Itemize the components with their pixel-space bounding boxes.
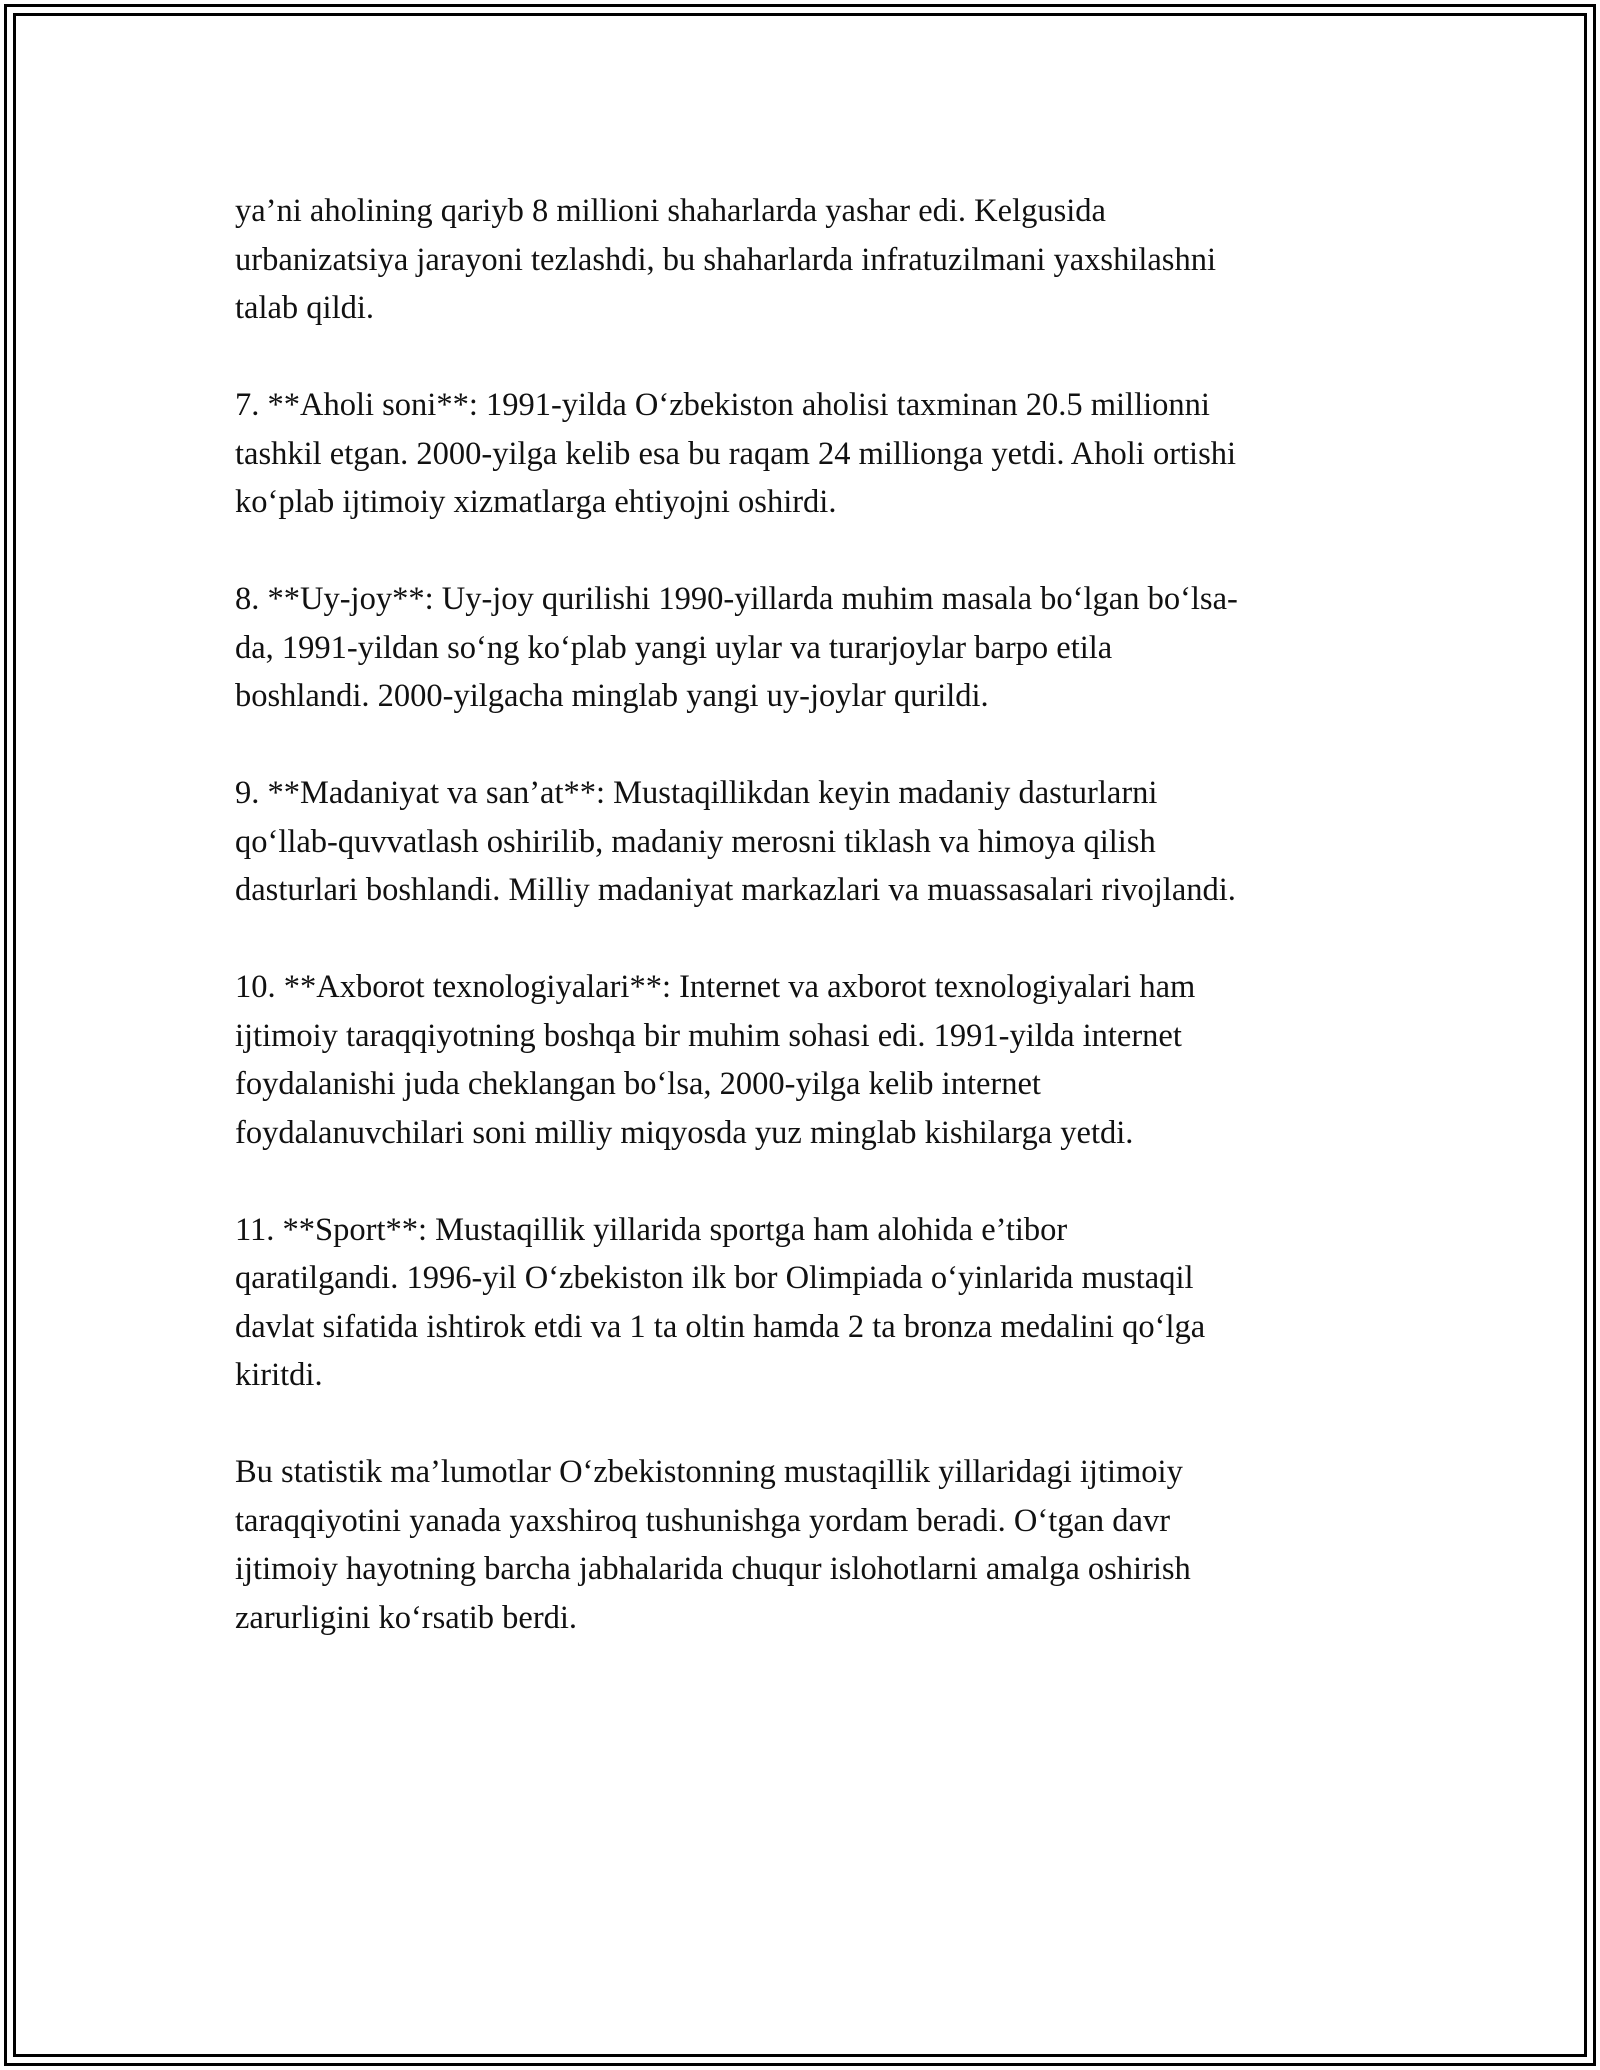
text-line: ko‘plab ijtimoiy xizmatlarga ehtiyojni oshirdi. bbox=[235, 484, 837, 520]
text-line: tashkil etgan. 2000-yilga kelib esa bu raqam 24 millionga yetdi. Aholi ortishi bbox=[235, 435, 1237, 472]
text-line: taraqqiyotini yanada yaxshiroq tushunishga yordam beradi. O‘tgan davr bbox=[235, 1502, 1171, 1539]
text-line: ijtimoiy hayotning barcha jabhalarida chuqur islohotlarni amalga oshirish bbox=[235, 1551, 1191, 1587]
text-line: da, 1991-yildan so‘ng ko‘plab yangi uylar va turarjoylar barpo etila bbox=[235, 629, 1113, 666]
text-line: urbanizatsiya jarayoni tezlashdi, bu shaharlarda infratuzilmani yaxshilashni bbox=[235, 241, 1216, 278]
text-line: 11. **Sport**: Mustaqillik yillarida sportga ham alohida e’tibor bbox=[235, 1211, 1068, 1248]
paragraph-culture bbox=[235, 769, 1385, 915]
text-line: qaratilgandi. 1996-yil O‘zbekiston ilk bor Olimpiada o‘yinlarida mustaqil bbox=[235, 1260, 1194, 1296]
text-line: 10. **Axborot texnologiyalari**: Internet va axborot texnologiyalari ham bbox=[235, 969, 1196, 1005]
text-line: 7. **Aholi soni**: 1991-yilda O‘zbekiston aholisi taxminan 20.5 millionni bbox=[235, 387, 1210, 423]
text-line: boshlandi. 2000-yilgacha minglab yangi uy-joylar qurildi. bbox=[235, 678, 989, 714]
text-line: qo‘llab-quvvatlash oshirilib, madaniy merosni tiklash va himoya qilish bbox=[235, 823, 1156, 860]
paragraph-conclusion bbox=[235, 1448, 1385, 1642]
text-line: talab qildi. bbox=[235, 290, 374, 326]
paragraph-population bbox=[235, 381, 1385, 527]
text-line: 9. **Madaniyat va san’at**: Mustaqillikdan keyin madaniy dasturlarni bbox=[235, 775, 1158, 811]
text-line: kiritdi. bbox=[235, 1357, 323, 1393]
paragraph-it bbox=[235, 963, 1385, 1157]
text-line: davlat sifatida ishtirok etdi va 1 ta oltin hamda 2 ta bronza medalini qo‘lga bbox=[235, 1308, 1206, 1345]
text-line: foydalanishi juda cheklangan bo‘lsa, 2000-yilga kelib internet bbox=[235, 1066, 1041, 1102]
text-line: foydalanuvchilari soni milliy miqyosda yuz minglab kishilarga yetdi. bbox=[235, 1114, 1134, 1151]
text-line: ya’ni aholining qariyb 8 millioni shaharlarda yashar edi. Kelgusida bbox=[235, 193, 1106, 229]
document-body bbox=[235, 187, 1385, 1691]
text-line: ijtimoiy taraqqiyotning boshqa bir muhim sohasi edi. 1991-yilda internet bbox=[235, 1017, 1182, 1054]
paragraph-housing bbox=[235, 575, 1385, 721]
text-line: zarurligini ko‘rsatib berdi. bbox=[235, 1599, 578, 1636]
paragraph-urbanization bbox=[235, 187, 1385, 333]
text-line: 8. **Uy-joy**: Uy-joy qurilishi 1990-yillarda muhim masala bo‘lgan bo‘lsa- bbox=[235, 581, 1238, 617]
text-line: Bu statistik ma’lumotlar O‘zbekistonning mustaqillik yillaridagi ijtimoiy bbox=[235, 1454, 1183, 1490]
text-line: dasturlari boshlandi. Milliy madaniyat markazlari va muassasalari rivojlandi. bbox=[235, 872, 1236, 908]
paragraph-sport bbox=[235, 1206, 1385, 1400]
